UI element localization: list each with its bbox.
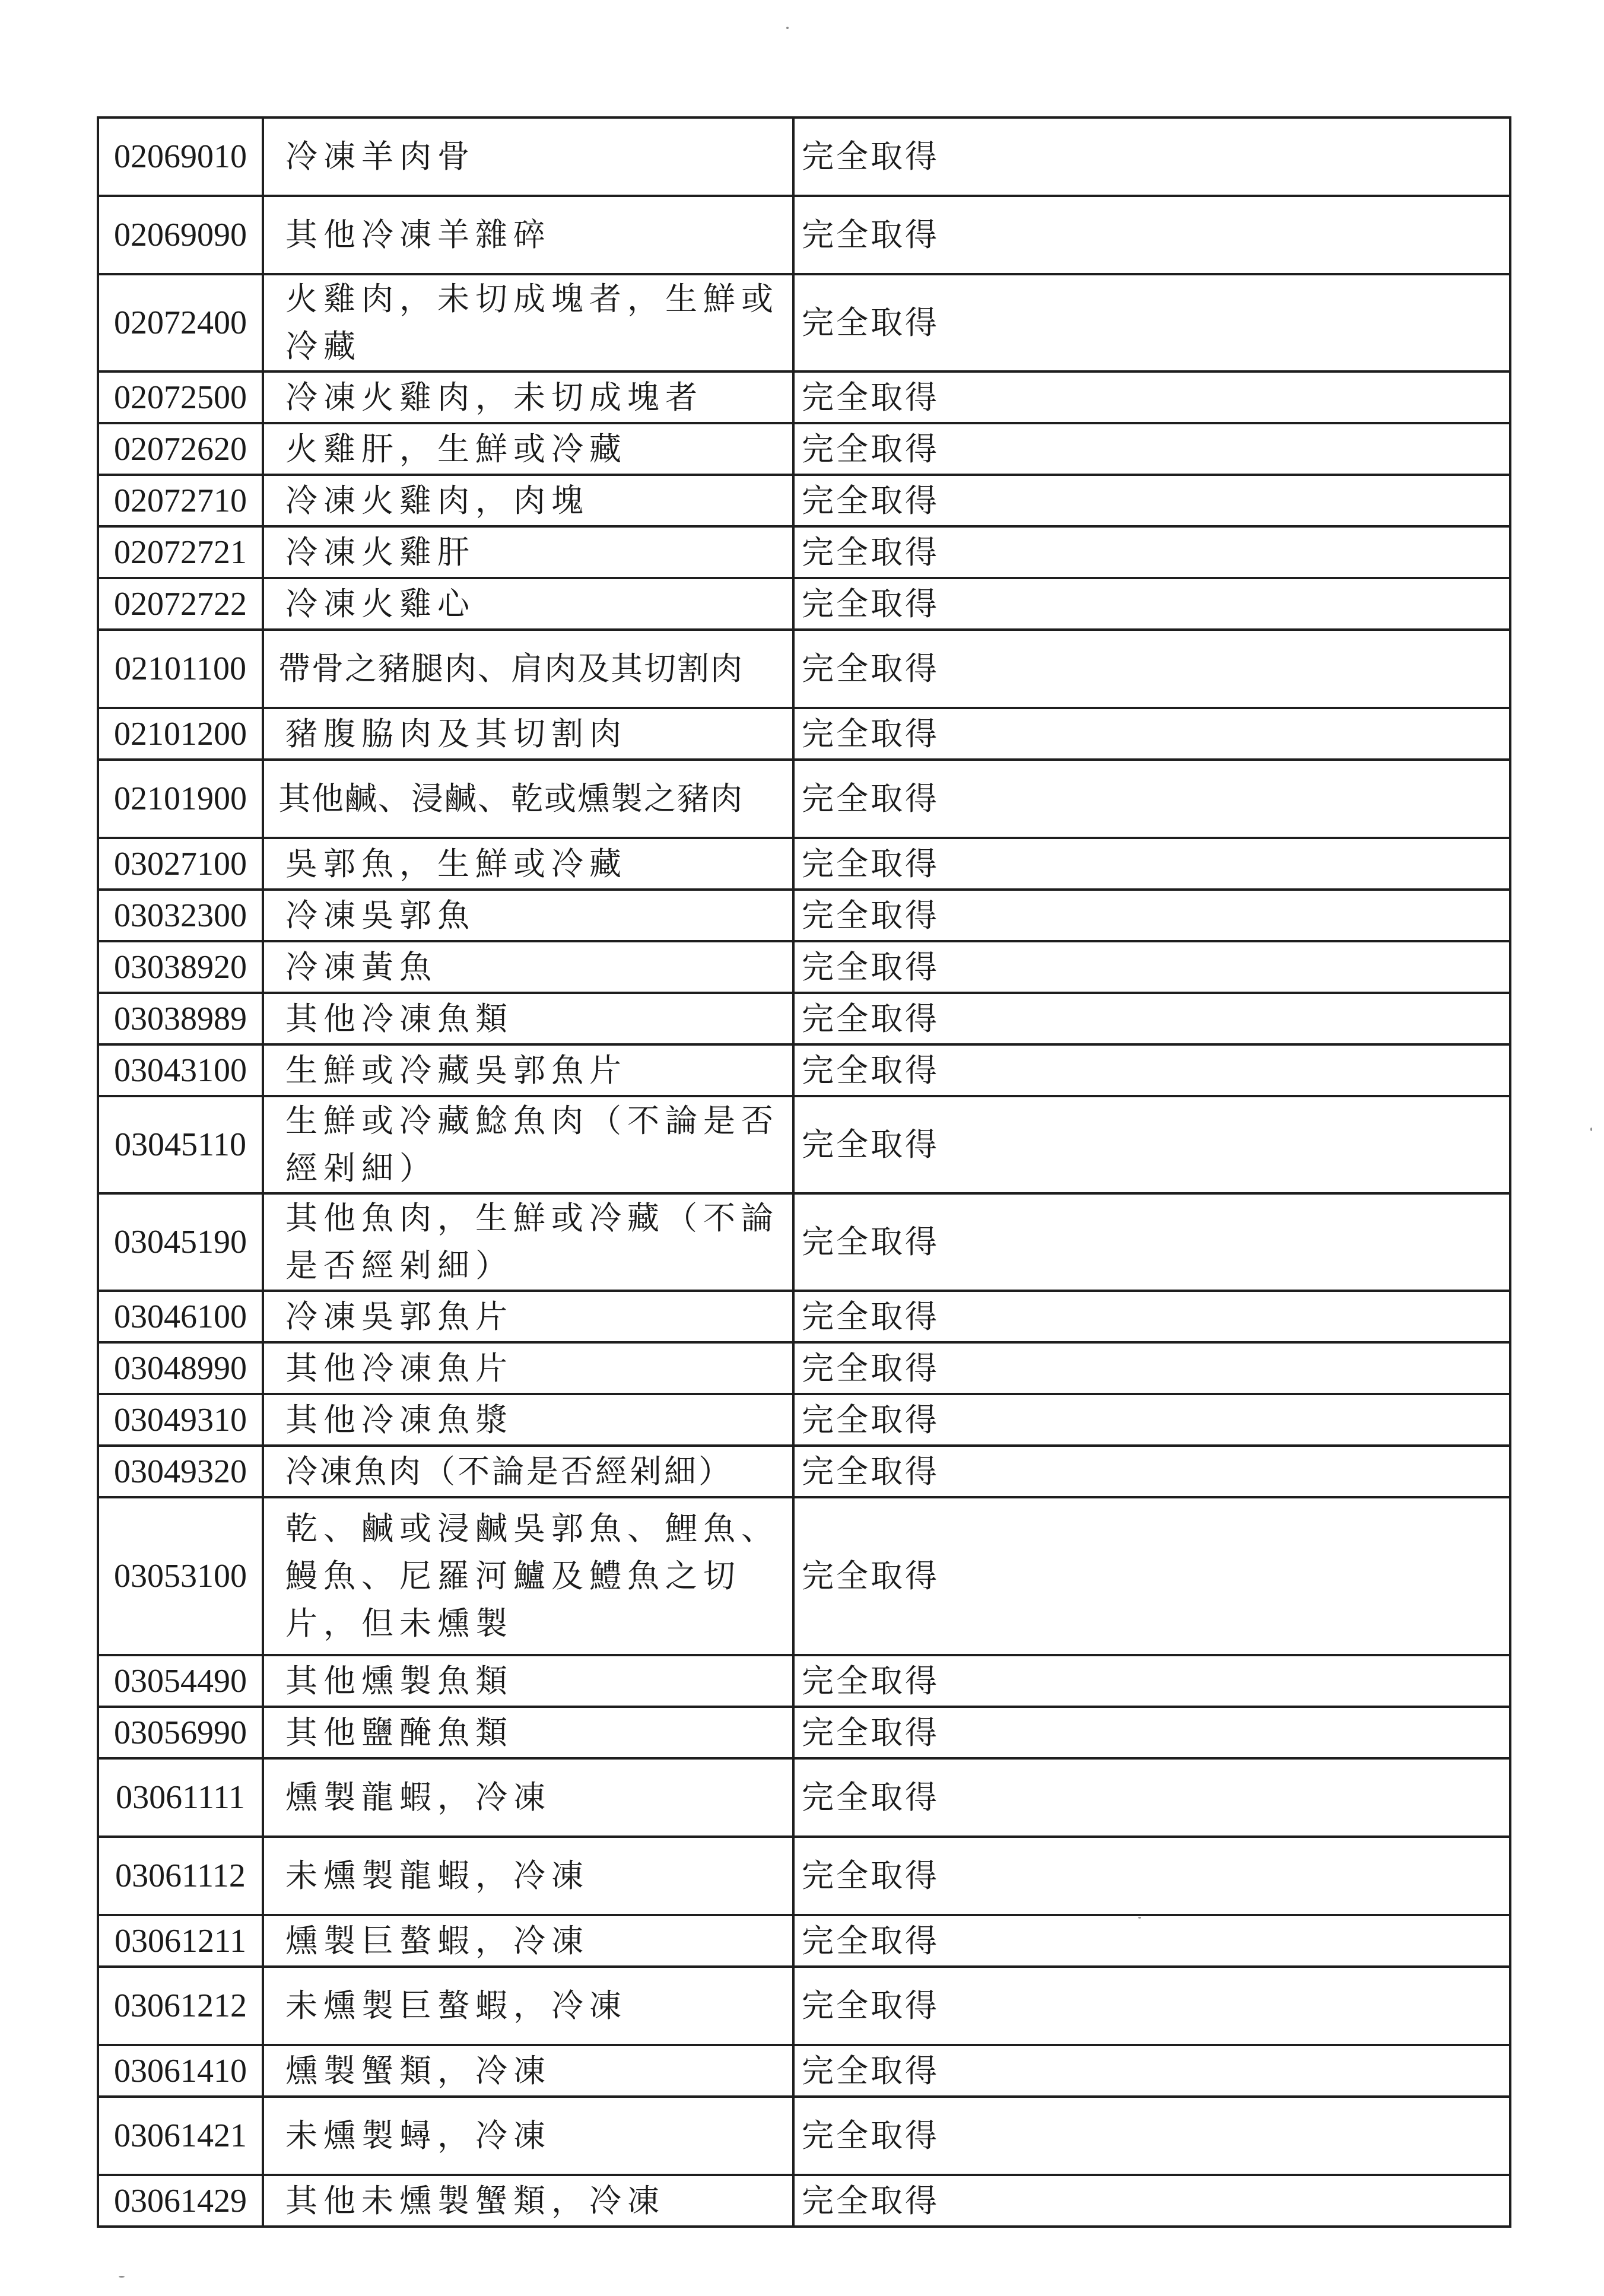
table-row [98, 1096, 1510, 1193]
tariff-code-cell: 03054490 [98, 1655, 263, 1707]
tariff-code-cell: 02072722 [98, 578, 263, 630]
tariff-code-cell: 03027100 [98, 838, 263, 890]
origin-status-cell: 完全取得 [793, 475, 1510, 526]
product-description-cell: 冷凍魚肉（不論是否經剁細） [263, 1446, 793, 1497]
tariff-code-cell: 03049320 [98, 1446, 263, 1497]
product-description-cell: 生鮮或冷藏鯰魚肉（不論是否經剁細） [263, 1096, 793, 1193]
table-row [98, 578, 1510, 630]
origin-status-cell: 完全取得 [793, 2045, 1510, 2097]
scan-speck [119, 2276, 125, 2278]
product-description-cell: 冷凍火雞肉，未切成塊者 [263, 371, 793, 423]
tariff-code-cell: 03061111 [98, 1758, 263, 1837]
product-description-cell: 冷凍火雞肉，肉塊 [263, 475, 793, 526]
table-row [98, 1967, 1510, 2045]
origin-status-cell: 完全取得 [793, 1967, 1510, 2045]
product-description-cell: 其他燻製魚類 [263, 1655, 793, 1707]
table-row [98, 1291, 1510, 1342]
origin-status-cell: 完全取得 [793, 760, 1510, 838]
origin-status-cell: 完全取得 [793, 941, 1510, 993]
origin-status-cell: 完全取得 [793, 1758, 1510, 1837]
table-row [98, 1837, 1510, 1915]
product-description-cell: 乾、鹹或浸鹹吳郭魚、鯉魚、鰻魚、尼羅河鱸及鱧魚之切片，但未燻製 [263, 1497, 793, 1655]
product-description-cell: 其他未燻製蟹類，冷凍 [263, 2175, 793, 2227]
tariff-code-cell: 03056990 [98, 1707, 263, 1758]
origin-status-cell: 完全取得 [793, 1915, 1510, 1967]
product-description-cell: 吳郭魚，生鮮或冷藏 [263, 838, 793, 890]
product-description-cell: 生鮮或冷藏吳郭魚片 [263, 1044, 793, 1096]
origin-status-cell: 完全取得 [793, 1707, 1510, 1758]
origin-status-cell: 完全取得 [793, 1096, 1510, 1193]
table-row [98, 371, 1510, 423]
tariff-code-cell: 03032300 [98, 890, 263, 941]
product-description-cell: 其他冷凍羊雜碎 [263, 196, 793, 274]
tariff-code-cell: 03061429 [98, 2175, 263, 2227]
origin-status-cell: 完全取得 [793, 274, 1510, 371]
origin-status-cell: 完全取得 [793, 2097, 1510, 2175]
table-row [98, 475, 1510, 526]
tariff-code-cell: 03045110 [98, 1096, 263, 1193]
product-description-cell: 其他魚肉，生鮮或冷藏（不論是否經剁細） [263, 1193, 793, 1291]
table-row [98, 2097, 1510, 2175]
tariff-code-cell: 02072400 [98, 274, 263, 371]
product-description-cell: 冷凍吳郭魚 [263, 890, 793, 941]
origin-status-cell: 完全取得 [793, 423, 1510, 475]
product-description-cell: 豬腹脇肉及其切割肉 [263, 708, 793, 760]
table-row [98, 890, 1510, 941]
product-description-cell: 其他冷凍魚漿 [263, 1394, 793, 1446]
table-row [98, 1342, 1510, 1394]
tariff-code-cell: 02072500 [98, 371, 263, 423]
table-row [98, 630, 1510, 708]
product-description-cell: 冷凍黃魚 [263, 941, 793, 993]
origin-status-cell: 完全取得 [793, 630, 1510, 708]
origin-status-cell: 完全取得 [793, 1044, 1510, 1096]
tariff-code-cell: 03061421 [98, 2097, 263, 2175]
origin-status-cell: 完全取得 [793, 526, 1510, 578]
origin-status-cell: 完全取得 [793, 993, 1510, 1044]
table-row [98, 2045, 1510, 2097]
origin-status-cell: 完全取得 [793, 1193, 1510, 1291]
origin-status-cell: 完全取得 [793, 1394, 1510, 1446]
tariff-code-cell: 03061212 [98, 1967, 263, 2045]
product-description-cell: 燻製龍蝦，冷凍 [263, 1758, 793, 1837]
product-description-cell: 其他鹹、浸鹹、乾或燻製之豬肉 [263, 760, 793, 838]
table-row [98, 838, 1510, 890]
origin-status-cell: 完全取得 [793, 1342, 1510, 1394]
tariff-code-cell: 03061410 [98, 2045, 263, 2097]
tariff-code-cell: 03038920 [98, 941, 263, 993]
table-row [98, 423, 1510, 475]
table-row [98, 1655, 1510, 1707]
scan-speck [1590, 1128, 1592, 1131]
table-row [98, 760, 1510, 838]
product-description-cell: 冷凍火雞肝 [263, 526, 793, 578]
product-description-cell: 未燻製龍蝦，冷凍 [263, 1837, 793, 1915]
product-description-cell: 火雞肉，未切成塊者，生鮮或冷藏 [263, 274, 793, 371]
product-description-cell: 其他冷凍魚片 [263, 1342, 793, 1394]
table-row [98, 2175, 1510, 2227]
table-row [98, 993, 1510, 1044]
tariff-code-cell: 02072710 [98, 475, 263, 526]
tariff-code-cell: 02069010 [98, 118, 263, 196]
tariff-code-cell: 02072721 [98, 526, 263, 578]
origin-status-cell: 完全取得 [793, 1497, 1510, 1655]
table-row [98, 526, 1510, 578]
origin-status-cell: 完全取得 [793, 1446, 1510, 1497]
table-row [98, 1044, 1510, 1096]
table-row [98, 1193, 1510, 1291]
origin-status-cell: 完全取得 [793, 1655, 1510, 1707]
origin-status-cell: 完全取得 [793, 1291, 1510, 1342]
tariff-code-cell: 03045190 [98, 1193, 263, 1291]
product-description-cell: 其他冷凍魚類 [263, 993, 793, 1044]
origin-status-cell: 完全取得 [793, 838, 1510, 890]
tariff-code-cell: 03046100 [98, 1291, 263, 1342]
tariff-code-cell: 02101200 [98, 708, 263, 760]
table-row [98, 941, 1510, 993]
product-description-cell: 燻製巨螯蝦，冷凍 [263, 1915, 793, 1967]
tariff-code-cell: 03048990 [98, 1342, 263, 1394]
origin-criteria-table [97, 116, 1511, 2228]
origin-status-cell: 完全取得 [793, 708, 1510, 760]
scan-speck [1138, 1917, 1141, 1919]
origin-status-cell: 完全取得 [793, 196, 1510, 274]
table-row [98, 708, 1510, 760]
tariff-code-cell: 02072620 [98, 423, 263, 475]
product-description-cell: 冷凍羊肉骨 [263, 118, 793, 196]
tariff-code-cell: 02101900 [98, 760, 263, 838]
table-row [98, 1707, 1510, 1758]
table-row [98, 274, 1510, 371]
product-description-cell: 未燻製巨螯蝦，冷凍 [263, 1967, 793, 2045]
product-description-cell: 冷凍火雞心 [263, 578, 793, 630]
product-description-cell: 其他鹽醃魚類 [263, 1707, 793, 1758]
origin-status-cell: 完全取得 [793, 2175, 1510, 2227]
table-row [98, 118, 1510, 196]
origin-status-cell: 完全取得 [793, 371, 1510, 423]
tariff-code-cell: 03043100 [98, 1044, 263, 1096]
origin-status-cell: 完全取得 [793, 118, 1510, 196]
tariff-code-cell: 03061112 [98, 1837, 263, 1915]
product-description-cell: 燻製蟹類，冷凍 [263, 2045, 793, 2097]
product-description-cell: 未燻製蟳，冷凍 [263, 2097, 793, 2175]
tariff-code-cell: 03053100 [98, 1497, 263, 1655]
product-description-cell: 冷凍吳郭魚片 [263, 1291, 793, 1342]
origin-status-cell: 完全取得 [793, 578, 1510, 630]
tariff-code-cell: 03061211 [98, 1915, 263, 1967]
table-row [98, 1394, 1510, 1446]
table-row [98, 1758, 1510, 1837]
table-row [98, 196, 1510, 274]
table-row [98, 1497, 1510, 1655]
table-row [98, 1446, 1510, 1497]
origin-status-cell: 完全取得 [793, 1837, 1510, 1915]
product-description-cell: 帶骨之豬腿肉、肩肉及其切割肉 [263, 630, 793, 708]
tariff-code-cell: 03038989 [98, 993, 263, 1044]
table-row [98, 1915, 1510, 1967]
scan-speck [786, 27, 789, 29]
product-description-cell: 火雞肝，生鮮或冷藏 [263, 423, 793, 475]
tariff-code-cell: 02069090 [98, 196, 263, 274]
tariff-code-cell: 02101100 [98, 630, 263, 708]
tariff-code-cell: 03049310 [98, 1394, 263, 1446]
origin-status-cell: 完全取得 [793, 890, 1510, 941]
